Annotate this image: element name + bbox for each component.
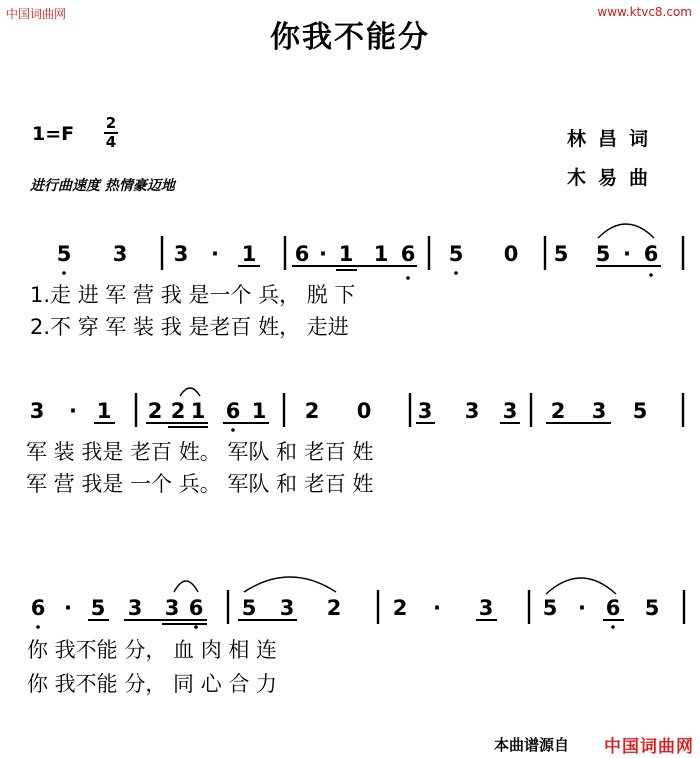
system-3 [31,577,684,629]
time-signature-top: 2 [105,114,117,132]
note: 3 [417,399,433,423]
note: 2 [147,399,163,423]
note: 1 [241,242,257,266]
lyricist-credit: 林昌词 [567,128,661,150]
note: 1 [190,399,206,423]
note: 5 [448,242,464,266]
low-octave-dot [62,271,66,275]
slur [244,577,336,592]
note: 5 [632,399,648,423]
note: 5 [542,596,558,620]
time-signature-bottom: 4 [105,133,117,151]
note: 5 [644,596,660,620]
note: 1 [338,242,354,266]
note: 3 [112,242,128,266]
note: 3 [164,596,180,620]
note: 5 [595,242,611,266]
note: 3 [173,242,189,266]
note: 3 [502,399,518,423]
note: 0 [503,242,519,266]
note: 2 [550,399,566,423]
low-octave-dot [36,625,40,629]
low-octave-dot [649,273,653,277]
note: 2 [392,596,408,620]
low-octave-dot [406,276,410,280]
low-octave-dot [231,428,235,432]
source-label: 本曲谱源自 [494,736,570,754]
lyrics-line-1-verse-2: 2.不 穿 军 装 我 是老百 姓， 走进 [30,315,349,339]
dot: · [211,242,219,266]
note: 0 [356,399,372,423]
lyrics-line-1-verse-1: 1.走 进 军 营 我 是一个 兵， 脱 下 [30,283,356,307]
note: 6 [30,596,46,620]
slur [546,578,616,594]
note: 6 [225,399,241,423]
tempo-marking: 进行曲速度 热情豪迈地 [30,178,175,194]
dot: · [578,596,586,620]
lyrics-line-3-verse-2: 你 我不能 分， 同 心 合 力 [27,672,278,696]
note: 5 [90,596,106,620]
system-2 [30,388,683,432]
note: 3 [591,399,607,423]
note: 3 [29,399,45,423]
note: 6 [294,242,310,266]
note: 1 [96,399,112,423]
dot: · [319,242,327,266]
note: 6 [605,596,621,620]
slur [174,581,198,592]
note: 6 [188,596,204,620]
note: 3 [127,596,143,620]
note: 5 [553,242,569,266]
key-signature: 1=F [32,123,75,145]
dot: · [433,596,441,620]
note: 3 [464,399,480,423]
dot: · [64,596,72,620]
note: 5 [56,242,72,266]
note: 3 [478,596,494,620]
lyrics-line-2-verse-2: 军 营 我是 一个 兵。 军队 和 老百 姓 [26,472,374,496]
note: 2 [326,596,342,620]
note: 6 [400,242,416,266]
low-octave-dot [194,625,198,629]
watermark-left: 中国词曲网 [6,7,67,21]
lyrics-line-3-verse-1: 你 我不能 分， 血 肉 相 连 [27,638,278,662]
note: 2 [170,399,186,423]
source-name: 中国词曲网 [604,737,694,757]
low-octave-dot [611,625,615,629]
slur [598,224,654,238]
composer-credit: 木易曲 [567,167,661,189]
slur [180,388,200,396]
note: 5 [241,596,257,620]
system-1 [57,224,683,280]
watermark-right: www.ktvc8.com [597,5,692,19]
lyrics-line-2-verse-1: 军 装 我是 老百 姓。 军队 和 老百 姓 [26,440,374,464]
dot: · [69,399,77,423]
note: 2 [304,399,320,423]
dot: · [623,242,631,266]
note: 6 [643,242,659,266]
song-title: 你我不能分 [270,20,430,55]
note: 3 [279,596,295,620]
low-octave-dot [454,271,458,275]
note: 1 [373,242,389,266]
note: 1 [251,399,267,423]
